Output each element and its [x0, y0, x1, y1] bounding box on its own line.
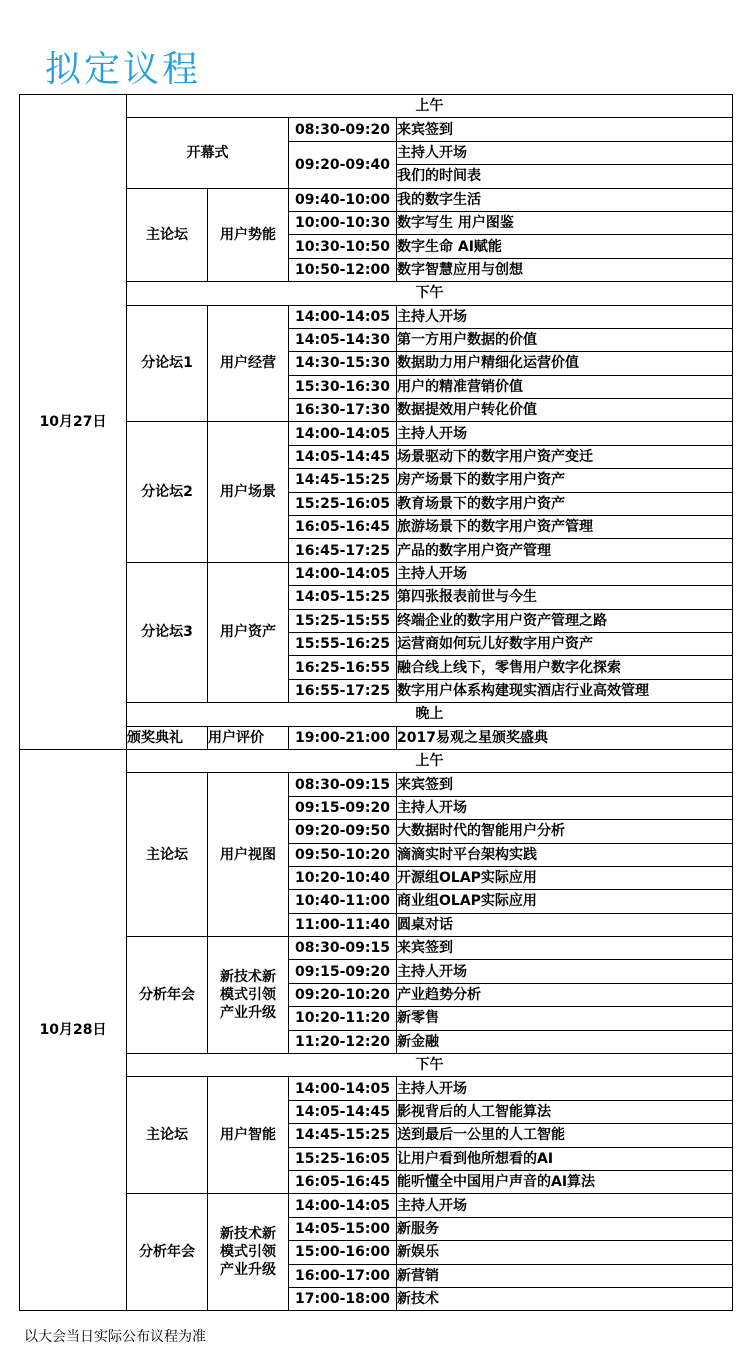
session-title: 教育场景下的数字用户资产: [397, 492, 733, 515]
session-time: 10:20-10:40: [289, 866, 397, 889]
session-title: 送到最后一公里的人工智能: [397, 1124, 733, 1147]
session-time: 16:25-16:55: [289, 656, 397, 679]
session-time: 09:40-10:00: [289, 188, 397, 211]
forum-label: 主论坛: [127, 773, 208, 937]
forum-topic-line: 新技术新: [220, 969, 276, 986]
session-title: 房产场景下的数字用户资产: [397, 469, 733, 492]
table-row: [20, 726, 733, 749]
session-time: 09:15-09:20: [289, 960, 397, 983]
period-header: 晚上: [127, 703, 733, 726]
session-title: 终端企业的数字用户资产管理之路: [397, 609, 733, 632]
session-time: 14:05-15:25: [289, 586, 397, 609]
page-title: 拟定议程: [45, 49, 202, 91]
forum-topic: [208, 1194, 289, 1311]
forum-topic: 用户智能: [208, 1077, 289, 1194]
session-title: 主持人开场: [397, 141, 733, 164]
forum-topic-line: 产业升级: [220, 1005, 276, 1022]
session-title: 影视背后的人工智能算法: [397, 1100, 733, 1123]
forum-topic: 用户势能: [208, 188, 289, 282]
session-time: 19:00-21:00: [289, 726, 397, 749]
session-title: 2017易观之星颁奖盛典: [397, 726, 733, 749]
session-title: 来宾签到: [397, 118, 733, 141]
period-header: 上午: [127, 749, 733, 772]
session-title: 主持人开场: [397, 960, 733, 983]
session-title: 主持人开场: [397, 1194, 733, 1217]
session-time: 09:20-09:50: [289, 820, 397, 843]
session-time: 14:05-15:00: [289, 1217, 397, 1240]
forum-topic-line: 模式引领: [220, 987, 276, 1004]
session-time: 15:25-16:05: [289, 492, 397, 515]
forum-topic: 用户资产: [208, 562, 289, 702]
forum-label: 分析年会: [127, 1194, 208, 1311]
session-title: 开源组OLAP实际应用: [397, 866, 733, 889]
session-title: 数据助力用户精细化运营价值: [397, 352, 733, 375]
session-time: 10:50-12:00: [289, 258, 397, 281]
session-time: 10:20-11:20: [289, 1007, 397, 1030]
forum-topic-line: 新技术新: [220, 1226, 276, 1243]
session-title: 运营商如何玩儿好数字用户资产: [397, 632, 733, 655]
session-title: 新营销: [397, 1264, 733, 1287]
date-cell: 10月28日: [20, 749, 127, 1310]
session-time: 08:30-09:15: [289, 773, 397, 796]
forum-topic-line: 模式引领: [220, 1244, 276, 1261]
session-time: 10:30-10:50: [289, 235, 397, 258]
forum-label: 分析年会: [127, 937, 208, 1054]
session-time: 14:30-15:30: [289, 352, 397, 375]
session-time: 16:30-17:30: [289, 399, 397, 422]
table-row: [20, 773, 733, 796]
period-header: 下午: [127, 1054, 733, 1077]
session-time: 08:30-09:20: [289, 118, 397, 141]
session-title: 圆桌对话: [397, 913, 733, 936]
session-title: 我的数字生活: [397, 188, 733, 211]
session-time: 11:00-11:40: [289, 913, 397, 936]
session-title: 来宾签到: [397, 937, 733, 960]
forum-label: 分论坛3: [127, 562, 208, 702]
session-title: 数字智慧应用与创想: [397, 258, 733, 281]
session-title: 主持人开场: [397, 562, 733, 585]
session-title: 数字写生 用户图鉴: [397, 211, 733, 234]
table-row: [20, 118, 733, 141]
table-row: [20, 95, 733, 118]
session-title: 第四张报表前世与今生: [397, 586, 733, 609]
session-time: 14:00-14:05: [289, 1194, 397, 1217]
forum-label: 主论坛: [127, 1077, 208, 1194]
table-row: [20, 282, 733, 305]
session-time: 15:30-16:30: [289, 375, 397, 398]
forum-label: 颁奖典礼: [127, 726, 208, 749]
session-time: 17:00-18:00: [289, 1287, 397, 1310]
footnote: 以大会当日实际公布议程为准: [24, 1329, 206, 1345]
session-title: 主持人开场: [397, 305, 733, 328]
session-title: 能听懂全中国用户声音的AI算法: [397, 1170, 733, 1193]
table-row: [20, 703, 733, 726]
session-time: 08:30-09:15: [289, 937, 397, 960]
session-time: 14:45-15:25: [289, 469, 397, 492]
table-row: [20, 1054, 733, 1077]
table-row: [20, 305, 733, 328]
session-time: 16:05-16:45: [289, 516, 397, 539]
session-title: 产业趋势分析: [397, 983, 733, 1006]
session-time: 10:00-10:30: [289, 211, 397, 234]
session-time: 15:25-16:05: [289, 1147, 397, 1170]
session-time: 14:00-14:05: [289, 1077, 397, 1100]
session-title: 商业组OLAP实际应用: [397, 890, 733, 913]
session-title: 第一方用户数据的价值: [397, 328, 733, 351]
session-time: 14:05-14:45: [289, 1100, 397, 1123]
session-title: 新金融: [397, 1030, 733, 1053]
session-time: 15:00-16:00: [289, 1241, 397, 1264]
date-cell: 10月27日: [20, 95, 127, 750]
session-title: 数据提效用户转化价值: [397, 399, 733, 422]
forum-topic: 用户评价: [208, 726, 289, 749]
forum-label: 分论坛2: [127, 422, 208, 562]
forum-topic: 用户视图: [208, 773, 289, 937]
agenda-table: [19, 94, 733, 1311]
forum-topic: 用户经营: [208, 305, 289, 422]
session-time: 09:50-10:20: [289, 843, 397, 866]
session-time: 14:00-14:05: [289, 422, 397, 445]
forum-topic: [208, 937, 289, 1054]
forum-label: 主论坛: [127, 188, 208, 282]
session-title: 新技术: [397, 1287, 733, 1310]
session-time: 11:20-12:20: [289, 1030, 397, 1053]
table-row: [20, 749, 733, 772]
session-title: 新零售: [397, 1007, 733, 1030]
forum-label: 开幕式: [127, 118, 289, 188]
session-time: 15:55-16:25: [289, 632, 397, 655]
session-time: 09:15-09:20: [289, 796, 397, 819]
session-time: 10:40-11:00: [289, 890, 397, 913]
session-title: 让用户看到他所想看的AI: [397, 1147, 733, 1170]
session-time: 14:05-14:45: [289, 445, 397, 468]
session-time: 14:05-14:30: [289, 328, 397, 351]
session-title: 主持人开场: [397, 796, 733, 819]
session-time: 14:00-14:05: [289, 562, 397, 585]
table-row: [20, 937, 733, 960]
table-row: [20, 1077, 733, 1100]
session-time: 16:00-17:00: [289, 1264, 397, 1287]
session-title: 大数据时代的智能用户分析: [397, 820, 733, 843]
session-time: 15:25-15:55: [289, 609, 397, 632]
session-title: 产品的数字用户资产管理: [397, 539, 733, 562]
forum-topic: 用户场景: [208, 422, 289, 562]
session-title: 滴滴实时平台架构实践: [397, 843, 733, 866]
session-title: 主持人开场: [397, 1077, 733, 1100]
session-title: 数字用户体系构建现实酒店行业高效管理: [397, 679, 733, 702]
session-title: 我们的时间表: [397, 165, 733, 188]
session-title: 数字生命 AI赋能: [397, 235, 733, 258]
period-header: 上午: [127, 95, 733, 118]
session-title: 融合线上线下，零售用户数字化探索: [397, 656, 733, 679]
table-row: [20, 188, 733, 211]
forum-label: 分论坛1: [127, 305, 208, 422]
session-time: 09:20-10:20: [289, 983, 397, 1006]
session-title: 用户的精准营销价值: [397, 375, 733, 398]
session-title: 旅游场景下的数字用户资产管理: [397, 516, 733, 539]
session-time: 16:55-17:25: [289, 679, 397, 702]
table-row: [20, 562, 733, 585]
session-time: 16:05-16:45: [289, 1170, 397, 1193]
table-row: [20, 1194, 733, 1217]
session-time: 14:45-15:25: [289, 1124, 397, 1147]
session-time: 14:00-14:05: [289, 305, 397, 328]
session-title: 新服务: [397, 1217, 733, 1240]
session-time: 16:45-17:25: [289, 539, 397, 562]
session-title: 场景驱动下的数字用户资产变迁: [397, 445, 733, 468]
period-header: 下午: [127, 282, 733, 305]
table-row: [20, 422, 733, 445]
session-title: 主持人开场: [397, 422, 733, 445]
forum-topic-line: 产业升级: [220, 1262, 276, 1279]
session-time: 09:20-09:40: [289, 141, 397, 188]
session-title: 新娱乐: [397, 1241, 733, 1264]
session-title: 来宾签到: [397, 773, 733, 796]
